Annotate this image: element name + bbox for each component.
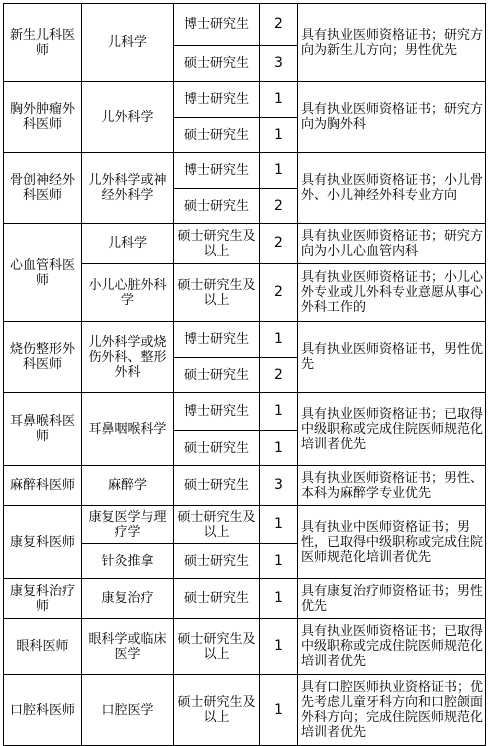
post-cell: 麻醉科医师 bbox=[4, 466, 82, 506]
headcount-cell: 2 bbox=[260, 224, 298, 264]
headcount-cell: 2 bbox=[260, 4, 298, 46]
headcount-cell: 1 bbox=[260, 153, 298, 189]
major-cell: 针灸推拿 bbox=[82, 544, 174, 579]
headcount-cell: 1 bbox=[260, 506, 298, 544]
headcount-cell: 3 bbox=[260, 466, 298, 506]
education-cell: 硕士研究生及以上 bbox=[174, 675, 260, 746]
table-row bbox=[4, 506, 486, 544]
headcount-cell: 1 bbox=[260, 619, 298, 675]
requirement-cell: 具有执业中医师资格证书；男性，已取得中级职称或完成住院医师规范化培训者优先 bbox=[298, 506, 486, 579]
education-cell: 硕士研究生及以上 bbox=[174, 506, 260, 544]
table-row bbox=[4, 579, 486, 619]
major-cell: 儿外科学或烧伤外科、整形外科 bbox=[82, 322, 174, 393]
education-cell: 博士研究生 bbox=[174, 393, 260, 431]
requirement-cell: 具有执业医师资格证书；男性、本科为麻醉学专业优先 bbox=[298, 466, 486, 506]
major-cell: 口腔医学 bbox=[82, 675, 174, 746]
table-row bbox=[4, 619, 486, 675]
major-cell: 儿外科学或神经外科学 bbox=[82, 153, 174, 224]
headcount-cell: 1 bbox=[260, 544, 298, 579]
post-cell: 康复科治疗师 bbox=[4, 579, 82, 619]
requirement-cell: 具有执业医师资格证书；研究方向为新生儿方向；男性优先 bbox=[298, 4, 486, 82]
major-cell: 儿科学 bbox=[82, 224, 174, 264]
education-cell: 硕士研究生 bbox=[174, 46, 260, 82]
headcount-cell: 1 bbox=[260, 393, 298, 431]
education-cell: 硕士研究生 bbox=[174, 466, 260, 506]
requirement-cell: 具有执业医师资格证书；已取得中级职称或完成住院医师规范化培训者优先 bbox=[298, 619, 486, 675]
post-cell: 康复科医师 bbox=[4, 506, 82, 579]
table-row bbox=[4, 224, 486, 264]
requirement-cell: 具有口腔医师执业资格证书；优先考虑儿童牙科方向和口腔颌面外科方向；完成住院医师规范化培训者优先 bbox=[298, 675, 486, 746]
table-row bbox=[4, 393, 486, 431]
headcount-cell: 2 bbox=[260, 358, 298, 393]
education-cell: 硕士研究生及以上 bbox=[174, 224, 260, 264]
education-cell: 博士研究生 bbox=[174, 153, 260, 189]
recruitment-table bbox=[3, 3, 486, 746]
education-cell: 硕士研究生 bbox=[174, 431, 260, 466]
headcount-cell: 1 bbox=[260, 118, 298, 153]
post-cell: 耳鼻喉科医师 bbox=[4, 393, 82, 466]
education-cell: 硕士研究生 bbox=[174, 189, 260, 224]
requirement-cell: 具有执业医师资格证书，男性优先 bbox=[298, 322, 486, 393]
major-cell: 康复医学与理疗学 bbox=[82, 506, 174, 544]
requirement-cell: 具有康复治疗师资格证书；男性优先 bbox=[298, 579, 486, 619]
headcount-cell: 1 bbox=[260, 322, 298, 358]
education-cell: 博士研究生 bbox=[174, 322, 260, 358]
education-cell: 硕士研究生 bbox=[174, 544, 260, 579]
table-row bbox=[4, 322, 486, 358]
education-cell: 硕士研究生及以上 bbox=[174, 264, 260, 322]
headcount-cell: 2 bbox=[260, 189, 298, 224]
post-cell: 烧伤整形外科医师 bbox=[4, 322, 82, 393]
requirement-cell: 具有执业医师资格证书；研究方向为胸外科 bbox=[298, 82, 486, 153]
headcount-cell: 1 bbox=[260, 579, 298, 619]
headcount-cell: 1 bbox=[260, 431, 298, 466]
table-row bbox=[4, 4, 486, 46]
post-cell: 新生儿科医师 bbox=[4, 4, 82, 82]
major-cell: 儿外科学 bbox=[82, 82, 174, 153]
table-row bbox=[4, 675, 486, 746]
post-cell: 骨创神经外科医师 bbox=[4, 153, 82, 224]
recruitment-table-container bbox=[3, 3, 485, 740]
requirement-cell: 具有执业医师资格证书；研究方向为小儿心血管内科 bbox=[298, 224, 486, 264]
education-cell: 硕士研究生 bbox=[174, 358, 260, 393]
major-cell: 麻醉学 bbox=[82, 466, 174, 506]
education-cell: 硕士研究生及以上 bbox=[174, 619, 260, 675]
post-cell: 心血管科医师 bbox=[4, 224, 82, 322]
requirement-cell: 具有执业医师资格证书；小儿心外专业或儿外科专业意愿从事心外科工作的 bbox=[298, 264, 486, 322]
education-cell: 硕士研究生 bbox=[174, 579, 260, 619]
post-cell: 眼科医师 bbox=[4, 619, 82, 675]
headcount-cell: 1 bbox=[260, 82, 298, 118]
headcount-cell: 2 bbox=[260, 264, 298, 322]
table-row bbox=[4, 466, 486, 506]
table-row bbox=[4, 153, 486, 189]
post-cell: 口腔科医师 bbox=[4, 675, 82, 746]
table-row bbox=[4, 82, 486, 118]
major-cell: 耳鼻咽喉科学 bbox=[82, 393, 174, 466]
requirement-cell: 具有执业医师资格证书；已取得中级职称或完成住院医师规范化培训者优先 bbox=[298, 393, 486, 466]
education-cell: 博士研究生 bbox=[174, 82, 260, 118]
headcount-cell: 3 bbox=[260, 46, 298, 82]
major-cell: 儿科学 bbox=[82, 4, 174, 82]
post-cell: 胸外肿瘤外科医师 bbox=[4, 82, 82, 153]
education-cell: 硕士研究生 bbox=[174, 118, 260, 153]
major-cell: 眼科学或临床医学 bbox=[82, 619, 174, 675]
major-cell: 康复治疗 bbox=[82, 579, 174, 619]
headcount-cell: 1 bbox=[260, 675, 298, 746]
education-cell: 博士研究生 bbox=[174, 4, 260, 46]
major-cell: 小儿心脏外科学 bbox=[82, 264, 174, 322]
requirement-cell: 具有执业医师资格证书；小儿骨外、小儿神经外科专业方向 bbox=[298, 153, 486, 224]
